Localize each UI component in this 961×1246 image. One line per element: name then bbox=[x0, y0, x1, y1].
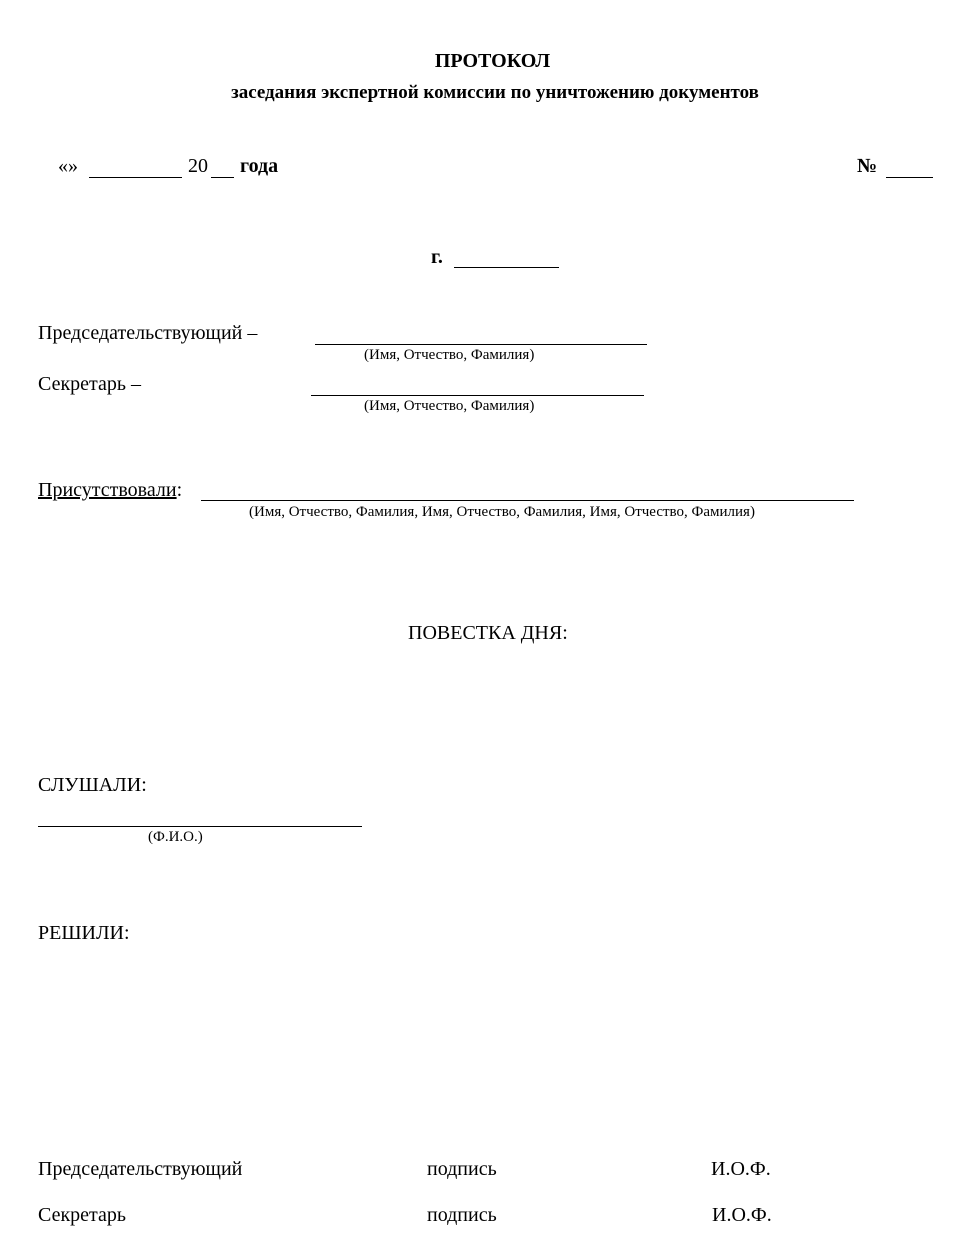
agenda-title: ПОВЕСТКА ДНЯ: bbox=[408, 622, 568, 644]
heard-fio-caption: (Ф.И.О.) bbox=[148, 829, 203, 845]
secretary-name-blank bbox=[311, 395, 644, 396]
secretary-name-caption: (Имя, Отчество, Фамилия) bbox=[364, 398, 535, 414]
date-year-blank bbox=[211, 177, 234, 178]
signature-initials-secretary: И.О.Ф. bbox=[712, 1204, 772, 1226]
decided-label: РЕШИЛИ: bbox=[38, 922, 130, 944]
present-colon: : bbox=[176, 479, 183, 501]
present-names-blank bbox=[201, 500, 854, 501]
city-label: г. bbox=[431, 246, 443, 268]
signature-sign-chair: подпись bbox=[427, 1158, 497, 1180]
heard-label: СЛУШАЛИ: bbox=[38, 774, 147, 796]
secretary-label: Секретарь – bbox=[38, 373, 142, 395]
date-year-prefix: 20 bbox=[188, 155, 208, 177]
present-label: Присутствовали bbox=[38, 479, 177, 501]
date-year-suffix: года bbox=[240, 155, 279, 177]
chair-label: Председательствующий – bbox=[38, 322, 258, 344]
date-quote: «» bbox=[58, 155, 78, 177]
document-subtitle: заседания экспертной комиссии по уничтожению документов bbox=[231, 82, 759, 103]
signature-initials-chair: И.О.Ф. bbox=[711, 1158, 771, 1180]
number-blank bbox=[886, 177, 933, 178]
document-title: ПРОТОКОЛ bbox=[434, 50, 551, 72]
chair-name-blank bbox=[315, 344, 647, 345]
signature-role-secretary: Секретарь bbox=[38, 1204, 127, 1226]
present-names-caption: (Имя, Отчество, Фамилия, Имя, Отчество, Фамилия, Имя, Отчество, Фамилия) bbox=[249, 504, 755, 520]
present-label-group bbox=[38, 479, 182, 502]
city-blank bbox=[454, 267, 559, 268]
number-label: № bbox=[857, 155, 878, 177]
signature-role-chair: Председательствующий bbox=[38, 1158, 243, 1180]
heard-fio-blank bbox=[38, 826, 362, 827]
signature-sign-secretary: подпись bbox=[427, 1204, 497, 1226]
chair-name-caption: (Имя, Отчество, Фамилия) bbox=[364, 347, 535, 363]
date-day-month-blank bbox=[89, 177, 182, 178]
